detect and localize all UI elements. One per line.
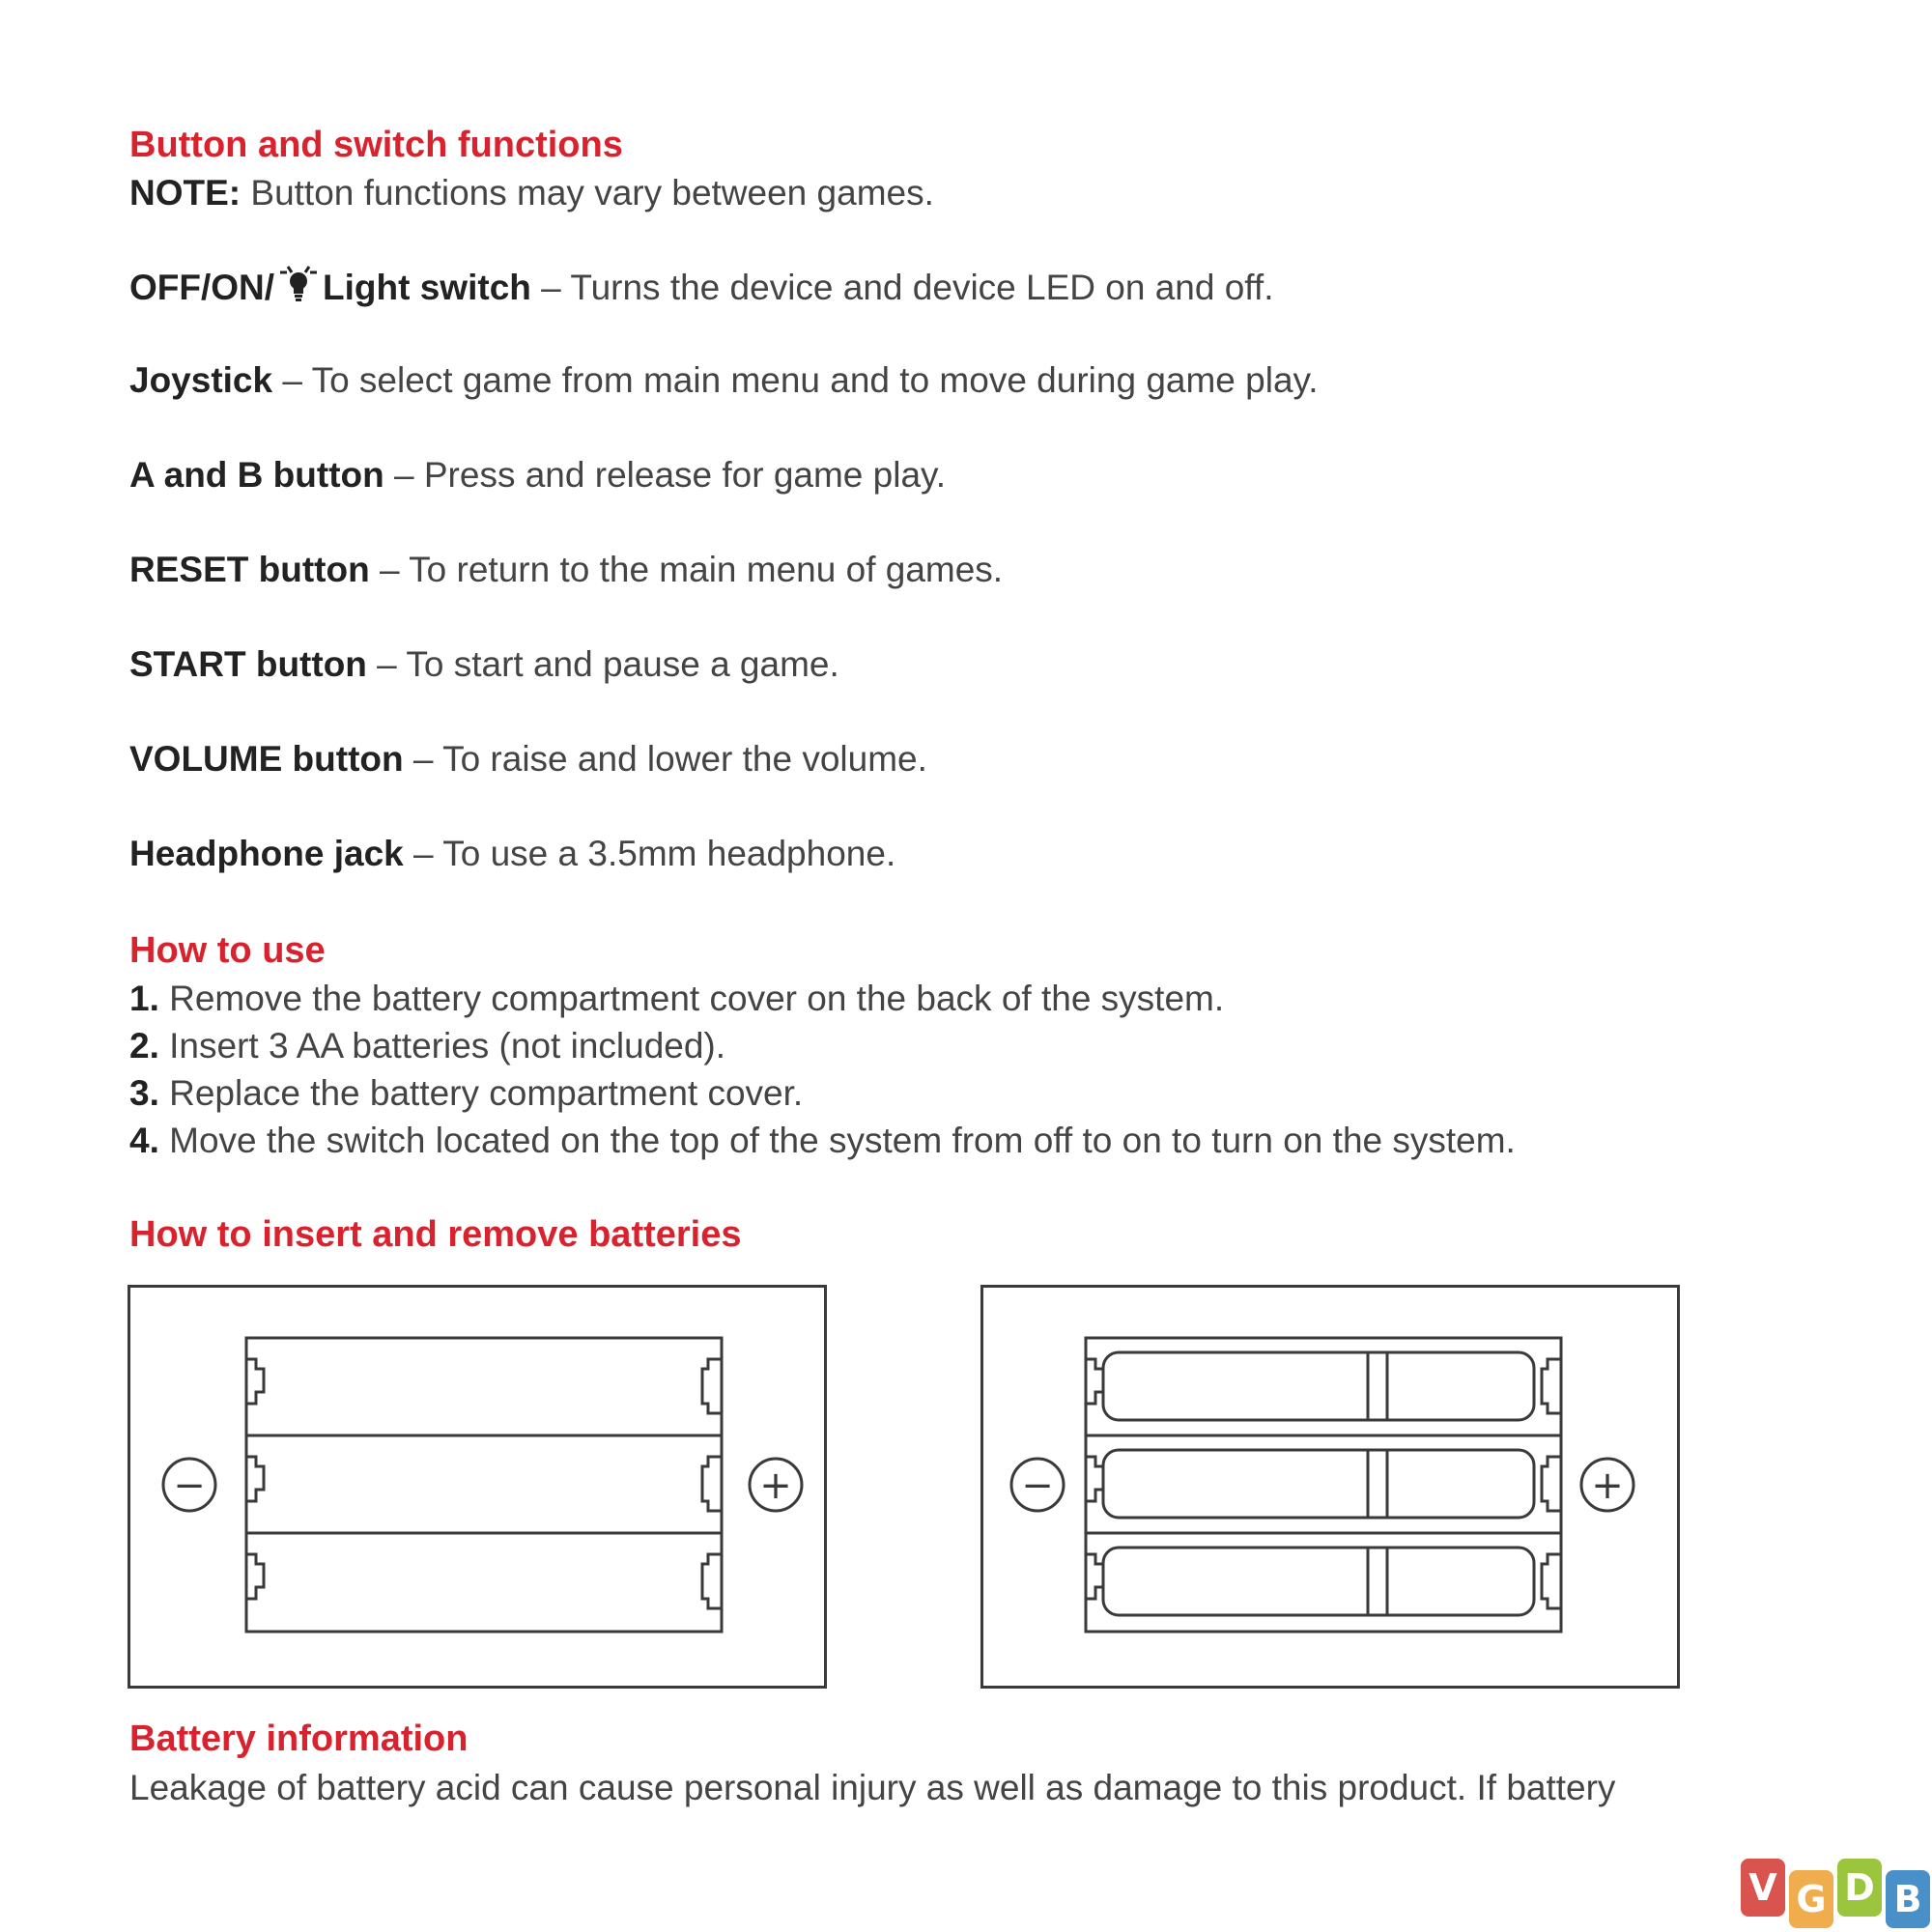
step-item xyxy=(129,1025,725,1067)
battery-diagram-inserted xyxy=(980,1285,1680,1689)
step-number: 3. xyxy=(129,1073,159,1113)
function-desc: – Press and release for game play. xyxy=(384,455,947,495)
step-text: Remove the battery compartment cover on the back of the system. xyxy=(158,979,1225,1018)
function-item-light-switch xyxy=(129,265,1273,309)
aa-battery xyxy=(1086,1352,1561,1420)
light-bulb-icon xyxy=(274,265,323,305)
function-term: RESET button xyxy=(129,550,370,589)
aa-battery xyxy=(1086,1548,1561,1615)
plus-symbol: + xyxy=(1591,1463,1624,1508)
function-desc: – To return to the main menu of games. xyxy=(369,550,1004,589)
function-term: Joystick xyxy=(129,360,273,400)
function-item-headphone-jack xyxy=(129,833,895,875)
step-text: Replace the battery compartment cover. xyxy=(158,1073,804,1113)
inserted-batteries-drawing xyxy=(983,1288,1677,1686)
minus-symbol: − xyxy=(173,1463,206,1508)
step-text: Move the switch located on the top of the system from off to on to turn on the system. xyxy=(158,1121,1516,1160)
function-desc: – To select game from main menu and to move during game play. xyxy=(272,360,1319,400)
note-text: Button functions may vary between games. xyxy=(241,173,934,213)
section-heading-battery-info: Battery information xyxy=(129,1719,469,1759)
note-line xyxy=(129,172,934,214)
step-number: 1. xyxy=(129,979,159,1018)
function-term: Headphone jack xyxy=(129,834,404,873)
function-item-start-button xyxy=(129,643,839,686)
function-desc: – To start and pause a game. xyxy=(366,644,839,684)
logo-letter: G xyxy=(1789,1870,1833,1928)
minus-symbol: − xyxy=(1021,1463,1054,1508)
function-item-volume-button xyxy=(129,738,927,781)
battery-diagram-empty xyxy=(128,1285,827,1689)
logo-letter: D xyxy=(1837,1859,1882,1917)
function-desc: – To raise and lower the volume. xyxy=(403,739,927,779)
compartment-outline xyxy=(246,1338,722,1632)
aa-battery xyxy=(1086,1450,1561,1518)
compartment-outline xyxy=(1086,1338,1561,1632)
function-term: Light switch xyxy=(323,268,531,307)
section-heading-batteries: How to insert and remove batteries xyxy=(129,1214,742,1255)
function-term: START button xyxy=(129,644,367,684)
function-item-ab-button xyxy=(129,454,946,497)
step-item xyxy=(129,1120,1516,1162)
function-term: OFF/ON/ xyxy=(129,268,275,307)
function-desc: – Turns the device and device LED on and off. xyxy=(530,268,1274,307)
note-label: NOTE: xyxy=(129,173,242,213)
logo-letter: B xyxy=(1886,1870,1930,1928)
vgdb-watermark-logo xyxy=(1737,1855,1932,1932)
section-heading-button-functions: Button and switch functions xyxy=(129,125,623,165)
function-desc: – To use a 3.5mm headphone. xyxy=(403,834,896,873)
step-item xyxy=(129,1072,803,1115)
function-term: VOLUME button xyxy=(129,739,404,779)
function-item-reset-button xyxy=(129,549,1003,591)
function-item-joystick xyxy=(129,359,1319,402)
function-term: A and B button xyxy=(129,455,384,495)
step-number: 2. xyxy=(129,1026,159,1065)
plus-symbol: + xyxy=(759,1463,792,1508)
battery-info-text: Leakage of battery acid can cause personal injury as well as damage to this product. If battery xyxy=(129,1768,1616,1807)
step-item xyxy=(129,978,1224,1020)
step-text: Insert 3 AA batteries (not included). xyxy=(158,1026,726,1065)
step-number: 4. xyxy=(129,1121,159,1160)
section-heading-how-to-use: How to use xyxy=(129,930,326,971)
empty-compartment-drawing xyxy=(130,1288,824,1686)
logo-letter: V xyxy=(1741,1859,1785,1917)
